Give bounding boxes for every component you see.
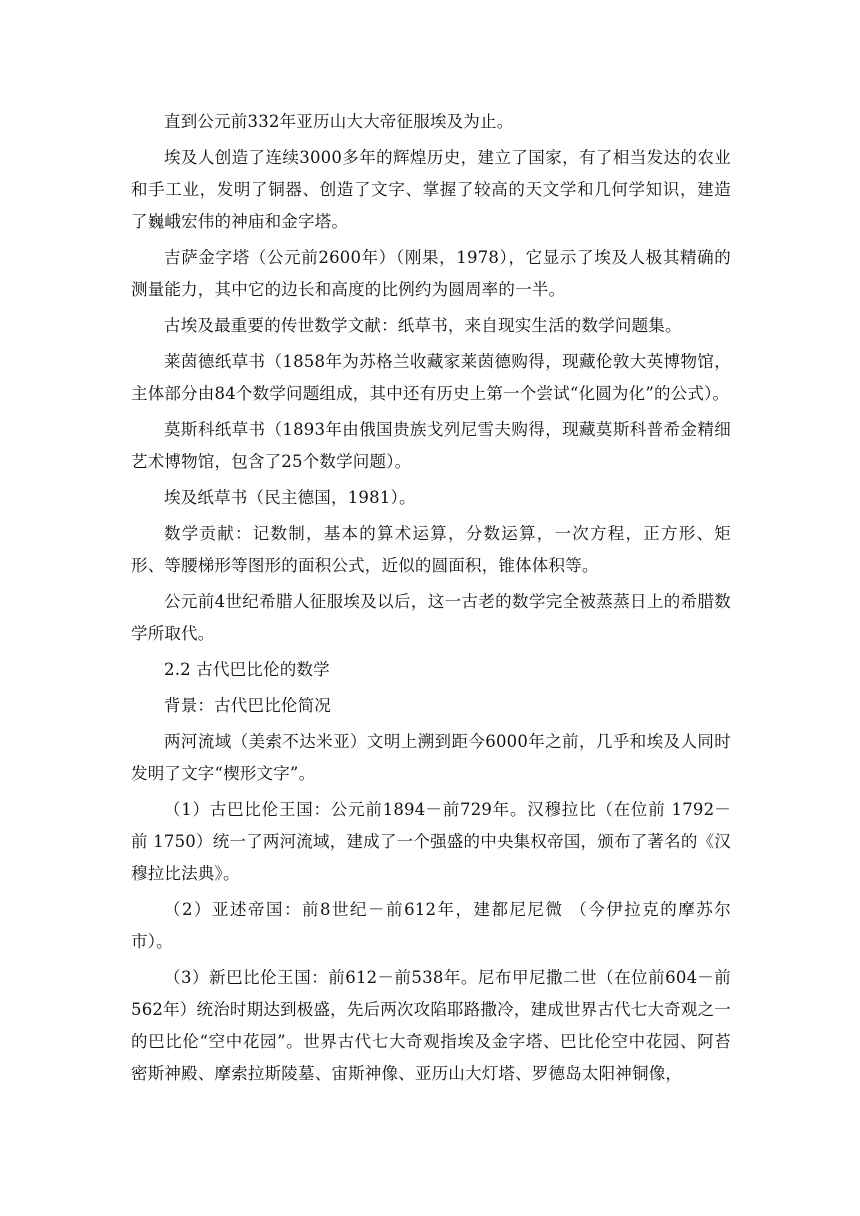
paragraph: 埃及人创造了连续3000多年的辉煌历史，建立了国家，有了相当发达的农业和手工业，发明了铜器、创造了文字、掌握了较高的天文学和几何学知识，建造了巍峨宏伟的神庙和金字塔。 [131, 148, 731, 231]
paragraph: 莫斯科纸草书（1893年由俄国贵族戈列尼雪夫购得，现藏莫斯科普希金精细艺术博物馆，包含了25个数学问题）。 [131, 420, 731, 471]
paragraph: 数学贡献：记数制，基本的算术运算，分数运算，一次方程，正方形、矩形、等腰梯形等图形的面积公式，近似的圆面积，锥体体积等。 [131, 524, 731, 575]
body-text [131, 106, 731, 1094]
paragraph: 古埃及最重要的传世数学文献：纸草书，来自现实生活的数学问题集。 [164, 316, 682, 335]
paragraph: 莱茵德纸草书（1858年为苏格兰收藏家莱茵德购得，现藏伦敦大英博物馆，主体部分由84个数学问题组成，其中还有历史上第一个尝试“化圆为化”的公式）。 [131, 352, 731, 403]
paragraph: 背景：古代巴比伦简况 [164, 696, 331, 715]
paragraph: （1）古巴比伦王国：公元前1894－前729年。汉穆拉比（在位前 1792－前 1750）统一了两河流域，建成了一个强盛的中央集权帝国，颁布了著名的《汉穆拉比法典》。 [131, 800, 731, 883]
paragraph: （3）新巴比伦王国：前612－前538年。尼布甲尼撒二世（在位前604－前562年）统治时期达到极盛，先后两次攻陷耶路撒冷，建成世界古代七大奇观之一的巴比伦“空中花园”。世界古代七大奇观指埃及金字塔、巴比伦空中花园、阿苔密斯神殿、摩索拉斯陵墓、宙斯神像、亚历山大灯塔、罗德岛太阳神铜像， [131, 968, 731, 1083]
paragraph: 公元前4世纪希腊人征服埃及以后，这一古老的数学完全被蒸蒸日上的希腊数学所取代。 [131, 592, 731, 643]
paragraph: 吉萨金字塔（公元前2600年）（刚果，1978），它显示了埃及人极其精确的测量能力，其中它的边长和高度的比例约为圆周率的一半。 [131, 248, 731, 299]
paragraph: 埃及纸草书（民主德国，1981）。 [164, 488, 416, 507]
section-heading: 2.2 古代巴比伦的数学 [164, 660, 330, 679]
paragraph: 两河流域（美索不达米亚）文明上溯到距今6000年之前，几乎和埃及人同时发明了文字“楔形文字”。 [131, 732, 731, 783]
paragraph: 直到公元前332年亚历山大大帝征服埃及为止。 [164, 112, 514, 131]
paragraph: （2）亚述帝国：前8世纪－前612年，建都尼尼微 （今伊拉克的摩苏尔市）。 [131, 900, 731, 951]
